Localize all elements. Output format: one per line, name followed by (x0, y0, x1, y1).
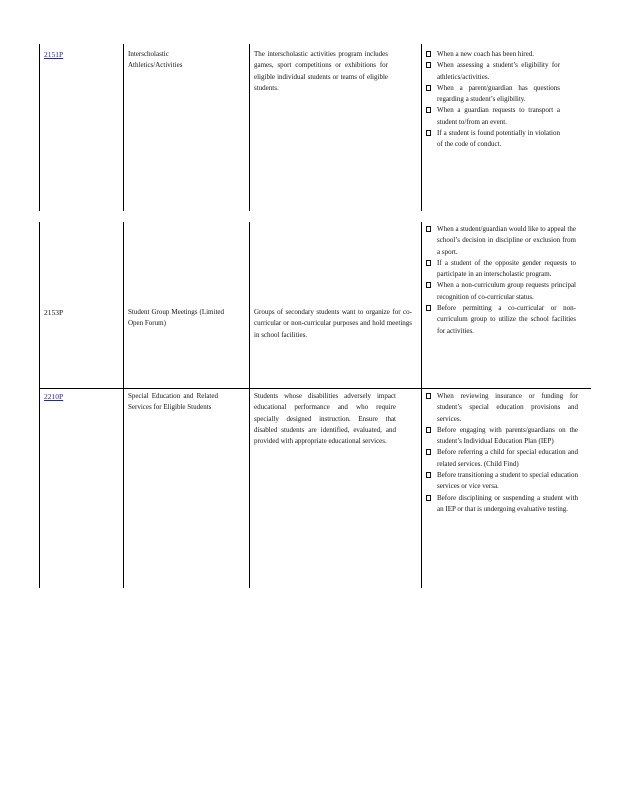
trigger-item: When a parent/guardian has questions regarding a student’s eligibility. (426, 83, 560, 106)
policy-name: Interscholastic Athletics/Activities (128, 50, 183, 70)
checkbox-bullet-icon (426, 130, 431, 136)
trigger-item: Before engaging with parents/guardians on the student’s Individual Education Plan (IEP) (426, 425, 578, 448)
policy-description: Groups of secondary students want to organize for co-curricular or non-curricular purposes and hold meetings in school facilities. (254, 308, 412, 339)
trigger-item: When a guardian requests to transport a student to/from an event. (426, 105, 560, 128)
checkbox-bullet-icon (426, 260, 431, 266)
policy-code: 2153P (44, 308, 64, 317)
checkbox-bullet-icon (426, 305, 431, 311)
trigger-item: When reviewing insurance or funding for student’s special education provisions and services. (426, 391, 578, 425)
column-rule (123, 44, 124, 211)
policy-description: The interscholastic activities program includes games, sport competitions or exhibitions for eligible individual students or teams of eligible students. (254, 50, 388, 92)
column-rule (249, 222, 250, 588)
trigger-item: When assessing a student’s eligibility for athletics/activities. (426, 60, 560, 83)
trigger-item: Before disciplining or suspending a student with an IEP or that is undergoing evaluative testing. (426, 493, 578, 516)
checkbox-bullet-icon (426, 85, 431, 91)
column-rule (39, 222, 40, 588)
trigger-item: Before transitioning a student to special education services or vice versa. (426, 470, 578, 493)
checkbox-bullet-icon (426, 107, 431, 113)
trigger-item: When a new coach has been hired. (426, 49, 560, 60)
policy-triggers (426, 49, 560, 151)
trigger-item: If a student is found potentially in violation of the code of conduct. (426, 128, 560, 151)
policy-code[interactable] (44, 49, 119, 60)
checkbox-bullet-icon (426, 282, 431, 288)
trigger-item: Before referring a child for special education and related services. (Child Find) (426, 447, 578, 470)
policy-code-link[interactable]: 2151P (44, 50, 64, 59)
column-rule (249, 44, 250, 211)
checkbox-bullet-icon (426, 51, 431, 57)
checkbox-bullet-icon (426, 427, 431, 433)
checkbox-bullet-icon (426, 495, 431, 501)
policy-triggers (426, 391, 578, 515)
policy-name: Special Education and Related Services for Eligible Students (128, 392, 218, 412)
trigger-item: When a non-curriculum group requests principal recognition of co-curricular status. (426, 280, 576, 303)
column-rule (39, 44, 40, 211)
checkbox-bullet-icon (426, 62, 431, 68)
policy-name: Student Group Meetings (Limited Open Forum) (128, 308, 224, 328)
policy-triggers (426, 224, 576, 337)
row-rule (39, 388, 591, 389)
policy-code[interactable] (44, 391, 119, 402)
checkbox-bullet-icon (426, 226, 431, 232)
trigger-item: Before permitting a co-curricular or non-curriculum group to utilize the school facilities for activities. (426, 303, 576, 337)
checkbox-bullet-icon (426, 393, 431, 399)
trigger-item: If a student of the opposite gender requests to participate in an interscholastic program. (426, 258, 576, 281)
column-rule (421, 44, 422, 211)
policy-description: Students whose disabilities adversely impact educational performance and who require specially designed instruction. Ensure that disabled students are identified, evaluated, and provided with appropriate educational services. (254, 392, 396, 446)
trigger-item: When a student/guardian would like to appeal the school’s decision in discipline or exclusion from a sport. (426, 224, 576, 258)
checkbox-bullet-icon (426, 449, 431, 455)
column-rule (123, 222, 124, 588)
checkbox-bullet-icon (426, 472, 431, 478)
column-rule (421, 222, 422, 588)
policy-code-link[interactable]: 2210P (44, 392, 64, 401)
